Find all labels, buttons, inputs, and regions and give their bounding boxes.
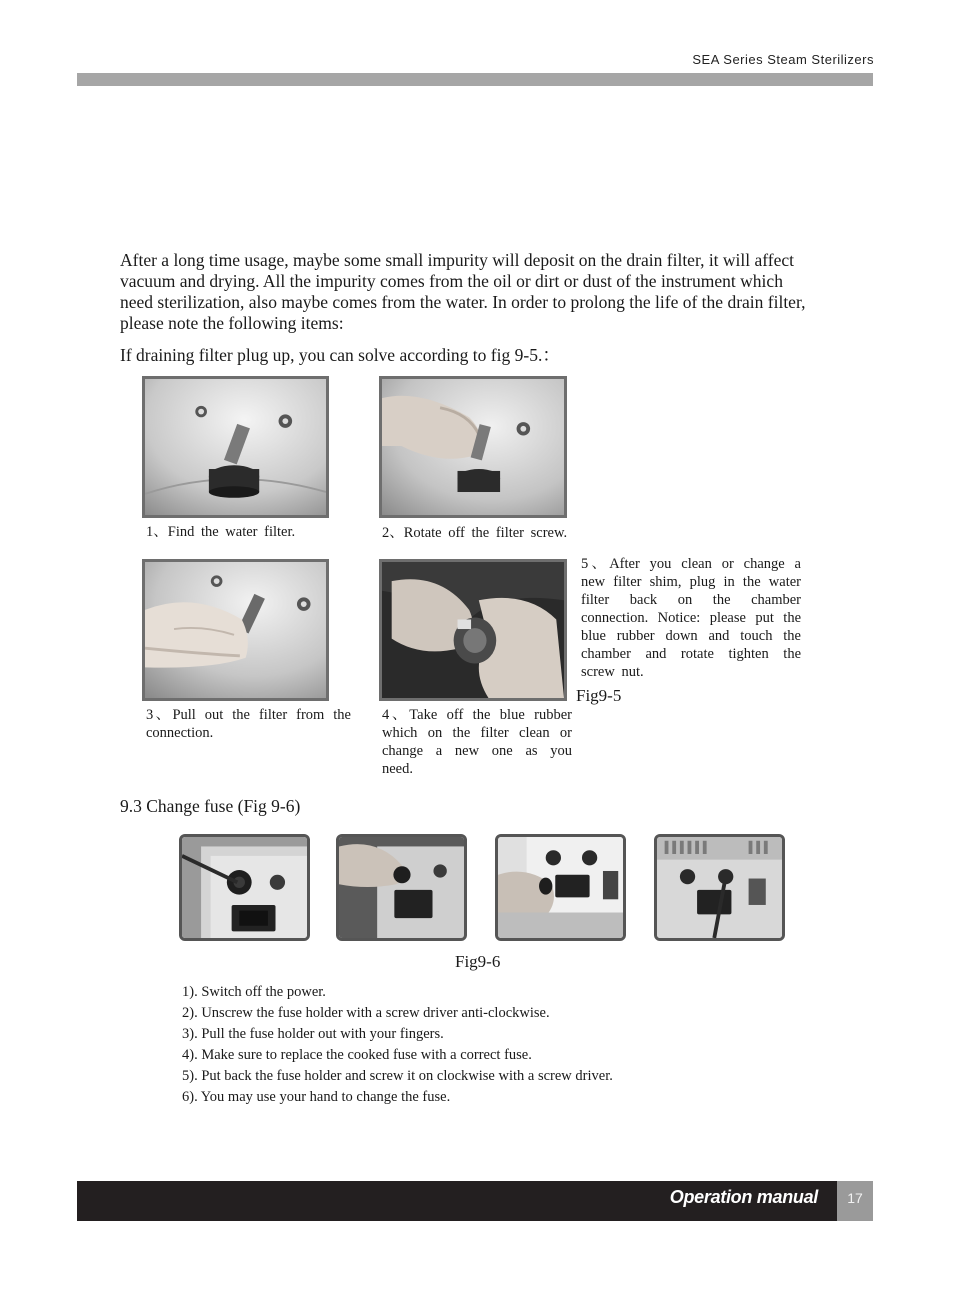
- fig9-5-label: Fig9-5: [576, 686, 622, 705]
- list-item: 5). Put back the fuse holder and screw it on clockwise with a screw driver.: [182, 1068, 613, 1084]
- caption-step-1: 1、Find the water filter.: [146, 524, 296, 540]
- photo-find-water-filter: [142, 376, 329, 518]
- photo-rotate-filter-screw: [379, 376, 567, 518]
- intro-paragraph: After a long time usage, maybe some small impurity will deposit on the drain filter, it will affect vacuum and drying. All the impurity comes from the oil or dirt or dust of the instrument which need sterilization, also maybe comes from the water. In order to prolong the life of the drain filter, please note the following items:: [120, 250, 806, 333]
- photo-fuse-screwdriver: [179, 834, 310, 941]
- list-item: 6). You may use your hand to change the fuse.: [182, 1089, 451, 1105]
- fuse-change-steps: [182, 982, 613, 1108]
- running-header: SEA Series Steam Sterilizers: [692, 52, 874, 67]
- caption-step-5: 5、After you clean or change a new filter shim, plug in the water filter back on the chamber connection. Notice: please put the blue rubber down and touch the chamber and rotate tighten the screw nut.: [581, 556, 801, 680]
- fig9-6-label: Fig9-6: [455, 952, 501, 971]
- header-rule: [77, 73, 873, 86]
- photo-fuse-screw-back: [654, 834, 785, 941]
- footer-manual-title: Operation manual: [669, 1187, 818, 1207]
- caption-step-3: 3、Pull out the filter from the connection.: [146, 707, 351, 741]
- list-item: 3). Pull the fuse holder out with your fingers.: [182, 1026, 444, 1042]
- list-item: 1). Switch off the power.: [182, 984, 326, 1000]
- page-number: 17: [847, 1190, 863, 1206]
- caption-step-2: 2、Rotate off the filter screw.: [382, 525, 568, 541]
- caption-step-4: 4、Take off the blue rubber which on the filter clean or change a new one as you need.: [382, 707, 572, 777]
- photo-fuse-unscrew-fingers: [336, 834, 467, 941]
- list-item: 4). Make sure to replace the cooked fuse with a correct fuse.: [182, 1047, 532, 1063]
- photo-pull-out-filter: [142, 559, 329, 701]
- photo-remove-blue-rubber: [379, 559, 567, 701]
- fig9-5-instruction: If draining filter plug up, you can solve according to fig 9-5.：: [120, 345, 560, 365]
- photo-fuse-holder-out: [495, 834, 626, 941]
- list-item: 2). Unscrew the fuse holder with a screw driver anti-clockwise.: [182, 1005, 550, 1021]
- section-9-3-heading: 9.3 Change fuse (Fig 9-6): [120, 796, 301, 816]
